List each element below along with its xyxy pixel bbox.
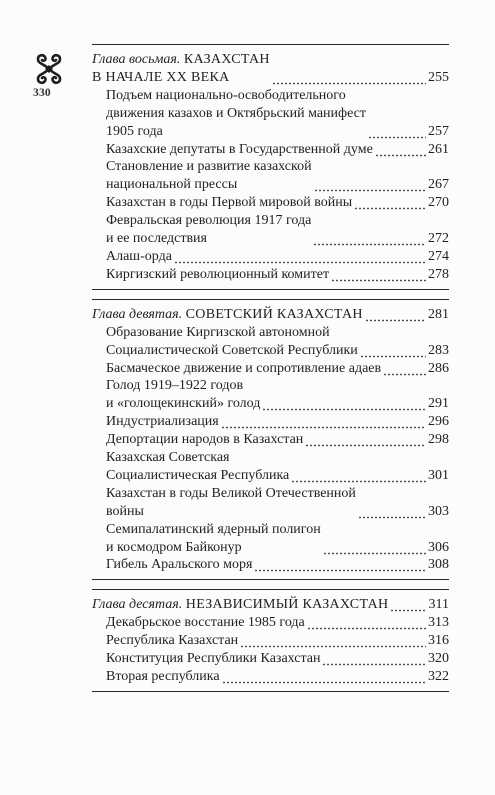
toc-entry-line: Становление и развитие казахской	[106, 159, 312, 175]
chapter-block	[92, 44, 449, 290]
toc-entry-text	[106, 141, 373, 159]
toc-entry-line: Вторая республика	[106, 669, 220, 684]
chapter-block	[92, 589, 449, 692]
dot-leader	[323, 539, 426, 557]
toc-entry-text	[106, 632, 238, 650]
toc-entry[interactable]	[92, 431, 449, 449]
dot-leader	[390, 596, 426, 614]
toc-entry-text	[106, 431, 303, 449]
chapter-title-line	[92, 69, 270, 87]
chapter-title: НЕЗАВИСИМЫЙ КАЗАХСТАН	[185, 597, 389, 613]
toc-entry-page-number: 313	[428, 615, 449, 631]
toc-entry-line: Депортации народов в Казахстан	[106, 432, 304, 448]
toc-entry-line: Семипалатинский ядерный полигон	[106, 521, 321, 537]
page-number: 330	[33, 87, 51, 99]
dot-leader	[305, 431, 426, 449]
toc-entry-text	[106, 485, 356, 521]
dot-leader	[240, 632, 426, 650]
chapter-title: СОВЕТСКИЙ КАЗАХСТАН	[185, 306, 363, 322]
chapter-block	[92, 299, 449, 581]
toc-entry-line: Казахстан в годы Великой Отечественной	[106, 485, 356, 501]
chapter-heading-text	[92, 306, 363, 324]
toc-entry-page-number: 272	[428, 231, 449, 247]
chapter-title-line	[92, 306, 363, 324]
toc-entry[interactable]	[92, 324, 449, 360]
toc-entry[interactable]	[92, 485, 449, 521]
chapter-label: Глава десятая.	[92, 597, 183, 613]
toc-entry-text	[106, 556, 252, 574]
dot-leader	[314, 176, 426, 194]
chapter-title: В НАЧАЛЕ XX ВЕКА	[92, 69, 230, 85]
toc-entry-text	[106, 212, 311, 248]
toc-entry[interactable]	[92, 194, 449, 212]
dot-leader	[262, 395, 426, 413]
toc-entry-line: Декабрьское восстание 1985 года	[106, 615, 305, 631]
toc-entry-page-number: 296	[428, 414, 449, 430]
toc-entry-page-number: 301	[428, 467, 449, 483]
toc-entry-page-number: 283	[428, 342, 449, 358]
chapter-page-number: 255	[428, 69, 449, 85]
toc-entry-line: и «голощекинский» голод	[106, 396, 261, 412]
toc-entry[interactable]	[92, 212, 449, 248]
toc-entry[interactable]	[92, 266, 449, 284]
dot-leader	[383, 360, 426, 378]
kazakh-ornament-icon	[34, 52, 64, 86]
toc-entry-line: Гибель Аральского моря	[106, 557, 253, 573]
chapter-label: Глава восьмая.	[92, 52, 181, 67]
chapter-title-line	[92, 596, 388, 614]
toc-entry-text	[106, 668, 220, 686]
toc-entry-text	[106, 614, 305, 632]
toc-entry-line: Социалистическая Республика	[106, 467, 290, 483]
toc-entry[interactable]	[92, 650, 449, 668]
toc-entry[interactable]	[92, 413, 449, 431]
toc-entry-text	[106, 377, 260, 413]
dot-leader	[322, 650, 426, 668]
toc-entry[interactable]	[92, 449, 449, 485]
toc-entry-text	[106, 521, 321, 557]
toc-entry-line: Февральская революция 1917 года	[106, 213, 312, 229]
chapter-title: КАЗАХСТАН	[183, 52, 270, 67]
table-of-contents	[92, 44, 449, 701]
chapter-page-number: 281	[428, 306, 449, 322]
dot-leader	[307, 614, 426, 632]
toc-entry[interactable]	[92, 668, 449, 686]
toc-entry-page-number: 270	[428, 195, 449, 211]
toc-entry-page-number: 278	[428, 266, 449, 282]
chapter-heading[interactable]	[92, 596, 449, 614]
toc-entry-line: Казахские депутаты в Государственной думе	[106, 141, 373, 157]
toc-entry-page-number: 286	[428, 360, 449, 376]
dot-leader	[375, 141, 426, 159]
toc-entry-line: Образование Киргизской автономной	[106, 324, 330, 340]
toc-entry-text	[106, 266, 329, 284]
dot-leader	[358, 503, 426, 521]
chapter-title-line	[92, 51, 270, 69]
dot-leader	[254, 556, 426, 574]
toc-entry-page-number: 320	[428, 651, 449, 667]
toc-entry-line: Подъем национально-освободительного	[106, 87, 346, 103]
toc-entry-text	[106, 248, 172, 266]
toc-entry[interactable]	[92, 360, 449, 378]
toc-entry[interactable]	[92, 614, 449, 632]
toc-entry-page-number: 306	[428, 539, 449, 555]
dot-leader	[272, 69, 426, 87]
chapter-label: Глава девятая.	[92, 306, 183, 322]
dot-leader	[174, 248, 426, 266]
toc-entry-line: Республика Казахстан	[106, 633, 239, 649]
toc-entry-line: 1905 года	[106, 123, 163, 139]
toc-entry-line: Киргизский революционный комитет	[106, 266, 330, 282]
toc-entry-line: движения казахов и Октябрьский манифест	[106, 105, 367, 121]
toc-entry-line: Конституция Республики Казахстан	[106, 651, 321, 667]
toc-entry-line: Социалистической Советской Республики	[106, 342, 358, 358]
toc-entry[interactable]	[92, 377, 449, 413]
toc-entry-text	[106, 360, 381, 378]
toc-entry-page-number: 261	[428, 141, 449, 157]
chapter-heading-text	[92, 51, 270, 87]
dot-leader	[221, 413, 426, 431]
dot-leader	[331, 266, 426, 284]
toc-entry[interactable]	[92, 248, 449, 266]
toc-entry-page-number: 322	[428, 669, 449, 684]
toc-entry-line: и космодром Байконур	[106, 539, 242, 555]
chapter-page-number: 311	[428, 597, 449, 613]
toc-entry-page-number: 303	[428, 503, 449, 519]
toc-entry-text	[106, 194, 352, 212]
toc-entry-line: Голод 1919–1922 годов	[106, 378, 244, 394]
toc-entry-page-number: 308	[428, 557, 449, 573]
toc-entry-page-number: 316	[428, 633, 449, 649]
dot-leader	[360, 342, 426, 360]
toc-entry-page-number: 257	[428, 123, 449, 139]
toc-entry-text	[106, 324, 358, 360]
toc-entry-text	[106, 449, 289, 485]
toc-entry[interactable]	[92, 632, 449, 650]
dot-leader	[368, 123, 426, 141]
toc-entry[interactable]	[92, 158, 449, 194]
toc-entry[interactable]	[92, 556, 449, 574]
toc-entry[interactable]	[92, 141, 449, 159]
toc-entry-line: Казахстан в годы Первой мировой войны	[106, 195, 353, 211]
toc-entry-text	[106, 650, 320, 668]
dot-leader	[354, 194, 426, 212]
chapter-heading-text	[92, 596, 388, 614]
toc-entry-page-number: 267	[428, 177, 449, 193]
toc-entry-line: Индустриализация	[106, 414, 219, 430]
dot-leader	[222, 668, 426, 686]
toc-entry-text	[106, 413, 219, 431]
dot-leader	[365, 306, 426, 324]
dot-leader	[291, 467, 426, 485]
dot-leader	[313, 230, 426, 248]
toc-entry-line: войны	[106, 503, 144, 519]
toc-entry[interactable]	[92, 521, 449, 557]
toc-entry-page-number: 298	[428, 432, 449, 448]
toc-entry[interactable]	[92, 87, 449, 141]
toc-entry-page-number: 291	[428, 396, 449, 412]
toc-entry-line: Казахская Советская	[106, 450, 230, 466]
chapter-heading[interactable]	[92, 306, 449, 324]
toc-entry-line: Алаш-орда	[106, 248, 172, 264]
toc-entry-text	[106, 87, 366, 141]
chapter-heading[interactable]	[92, 51, 449, 87]
toc-entry-line: национальной прессы	[106, 177, 238, 193]
toc-entry-text	[106, 158, 312, 194]
toc-entry-page-number: 274	[428, 248, 449, 264]
toc-entry-line: и ее последствия	[106, 231, 207, 247]
toc-entry-line: Басмаческое движение и сопротивление адаев	[106, 360, 382, 376]
